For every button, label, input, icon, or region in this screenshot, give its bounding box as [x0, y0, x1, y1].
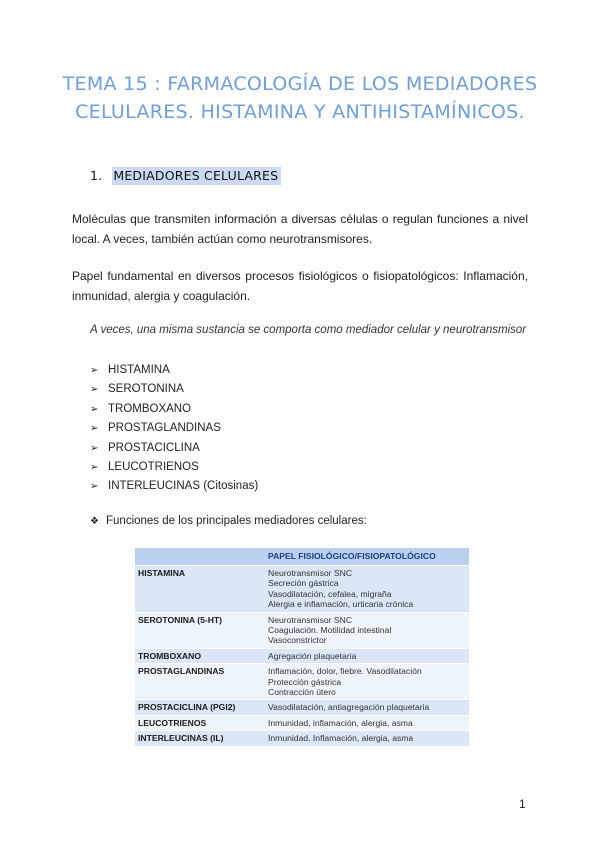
title-line-1: TEMA 15 : FARMACOLOGÍA DE LOS MEDIADORES: [62, 73, 538, 95]
arrow-bullet-icon: ➢: [90, 403, 99, 415]
list-item: ➢ INTERLEUCINAS (Citosinas): [90, 477, 258, 496]
arrow-bullet-icon: ➢: [90, 365, 99, 376]
page-title: [40, 70, 560, 126]
page-number: 1: [519, 797, 526, 811]
section-number: 1.: [90, 168, 103, 183]
role-line: Vasodilatación, antiagregación plaquetaria: [268, 702, 430, 713]
role-line: Coagulación. Motilidad intestinal: [268, 625, 392, 636]
arrow-bullet-icon: ➢: [90, 442, 99, 454]
list-item: ➢ PROSTAGLANDINAS: [90, 419, 258, 438]
diamond-bullet-icon: ❖: [90, 516, 99, 527]
arrow-bullet-icon: ➢: [90, 423, 99, 435]
table-header-role: PAPEL FISIOLÓGICO/FISIOPATOLÓGICO: [265, 548, 469, 566]
role-line: Alergia e inflamación, urticaria crónica: [268, 599, 414, 610]
role-line: Inmunidad. Inflamación, alergia, asma: [268, 733, 414, 744]
role-line: Vasoconstrictor: [268, 635, 327, 646]
role-line: Agregación plaquetaria: [268, 650, 357, 661]
list-item: ➢ LEUCOTRIENOS: [90, 458, 258, 477]
table-row: [135, 731, 469, 746]
mediator-roles: [265, 566, 469, 613]
italic-note: A veces, una misma sustancia se comporta como mediador celular y neurotransmisor: [90, 324, 527, 336]
list-item: ➢ TROMBOXANO: [90, 400, 258, 419]
role-line: Neurotransmisor SNC: [268, 614, 353, 625]
role-line: Vasodilatación, cefalea, migraña: [268, 588, 392, 599]
mediators-table: [135, 548, 469, 746]
role-line: Inflamación, dolor, fiebre. Vasodilatación: [268, 666, 422, 677]
paragraph-role: Papel fundamental en diversos procesos fisiológicos o fisiopatológicos: Inflamación, inmunidad, alergia y coagulación.: [72, 269, 528, 303]
list-item: ➢ SEROTONINA: [90, 380, 258, 399]
list-item: ➢ PROSTACICLINA: [90, 439, 258, 458]
section-heading: [90, 168, 281, 183]
functions-heading: ❖ Funciones de los principales mediadores celulares:: [90, 515, 367, 527]
arrow-bullet-icon: ➢: [90, 481, 99, 493]
list-item: ➢ HISTAMINA: [90, 361, 258, 380]
mediator-name: SEROTONINA (5-HT): [135, 612, 265, 648]
mediator-name: PROSTAGLANDINAS: [135, 664, 265, 700]
role-line: Protección gástrica: [268, 676, 342, 687]
arrow-bullet-icon: ➢: [90, 384, 99, 396]
role-line: Contracción útero: [268, 687, 336, 698]
table-row: [135, 648, 469, 663]
mediator-roles: [265, 731, 469, 746]
mediator-name: LEUCOTRIENOS: [135, 715, 265, 730]
table-header-row: [135, 548, 469, 566]
mediator-roles: [265, 700, 469, 715]
mediator-roles: [265, 612, 469, 648]
table-header-empty: [135, 548, 265, 566]
section-title: MEDIADORES CELULARES: [112, 167, 281, 185]
table-row: [135, 715, 469, 730]
role-line: Inmunidad, inflamación, alergia, asma: [268, 717, 413, 728]
table-row: [135, 700, 469, 715]
mediator-name: HISTAMINA: [135, 566, 265, 613]
mediator-list: [90, 361, 258, 497]
mediator-name: TROMBOXANO: [135, 648, 265, 663]
arrow-bullet-icon: ➢: [90, 461, 99, 473]
role-line: Secreción gástrica: [268, 578, 339, 589]
mediator-roles: [265, 715, 469, 730]
mediator-name: PROSTACICLINA (PGI2): [135, 700, 265, 715]
table-row: [135, 566, 469, 613]
table-row: [135, 664, 469, 700]
mediator-roles: [265, 664, 469, 700]
mediator-roles: [265, 648, 469, 663]
table-row: [135, 612, 469, 648]
title-line-2: CELULARES. HISTAMINA Y ANTIHISTAMÍNICOS.: [75, 101, 525, 123]
paragraph-definition: Moléculas que transmiten información a diversas células o regulan funciones a nivel local. A veces, también actúan como neurotransmisores.: [72, 212, 528, 246]
role-line: Neurotransmisor SNC: [268, 568, 353, 578]
mediator-name: INTERLEUCINAS (IL): [135, 731, 265, 746]
